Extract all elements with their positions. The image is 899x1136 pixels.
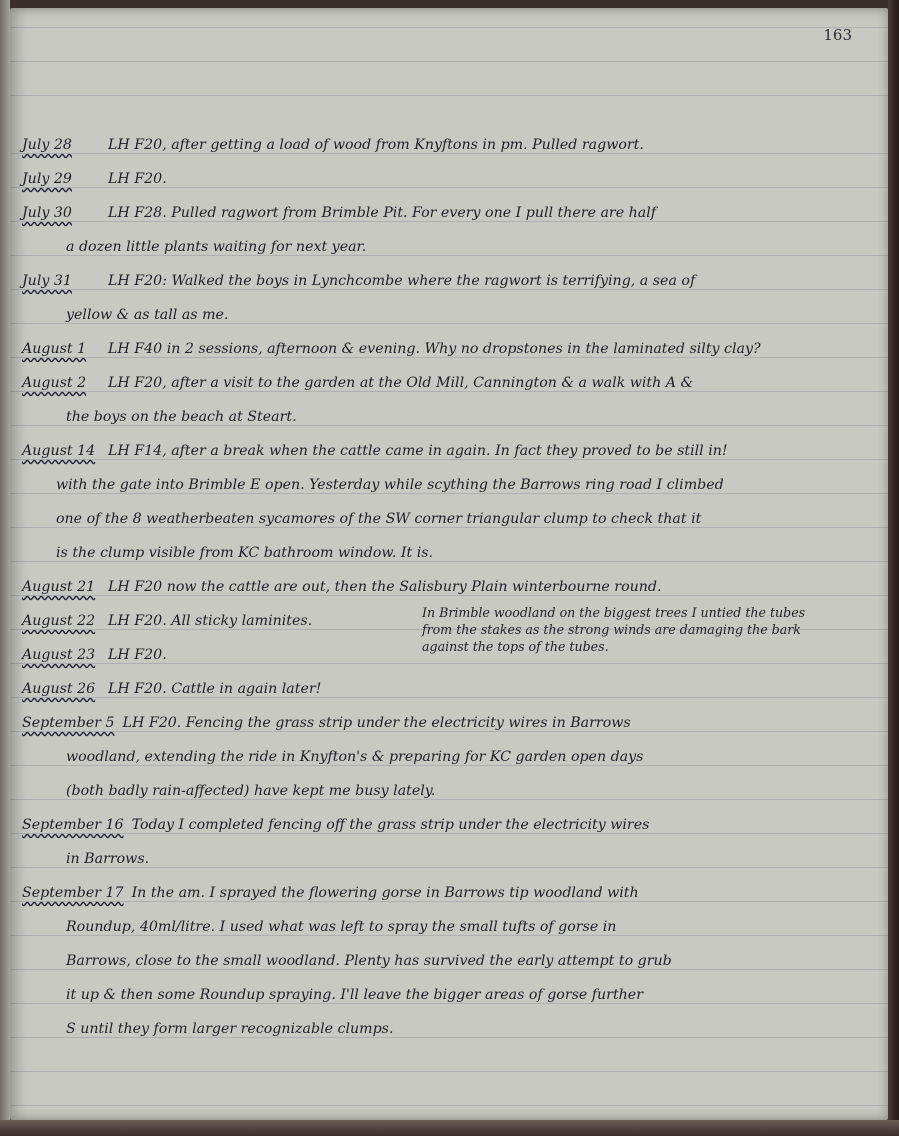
margin-note-line: In Brimble woodland on the biggest trees I untied the tubes xyxy=(422,605,806,620)
entry-text: In the am. I sprayed the flowering gorse in Barrows tip woodland with xyxy=(131,885,639,901)
entry-text: LH F20, after getting a load of wood from Knyftons in pm. Pulled ragwort. xyxy=(108,137,644,153)
entry-date: September 17 xyxy=(22,885,124,901)
entry-text: LH F20: Walked the boys in Lynchcombe where the ragwort is terrifying, a sea of xyxy=(108,273,696,289)
entry-text: LH F20. xyxy=(108,171,167,187)
diary-entry xyxy=(22,570,868,604)
entry-text: LH F20. All sticky laminites. xyxy=(108,613,313,629)
diary-entry xyxy=(22,264,868,332)
entry-date: August 21 xyxy=(22,579,96,595)
page-number: 163 xyxy=(823,26,852,44)
entry-date: July 28 xyxy=(22,137,72,153)
entry-text: LH F14, after a break when the cattle came in again. In fact they proved to be still in! xyxy=(108,443,728,459)
diary-entry xyxy=(22,366,868,434)
margin-note-line: from the stakes as the strong winds are damaging the bark xyxy=(422,622,801,637)
entry-text: a dozen little plants waiting for next year. xyxy=(66,239,367,255)
entry-text: Today I completed fencing off the grass strip under the electricity wires xyxy=(131,817,650,833)
diary-entry xyxy=(22,196,868,264)
diary-entry xyxy=(22,876,868,1046)
entry-date: August 2 xyxy=(22,375,87,391)
margin-note-line: against the tops of the tubes. xyxy=(422,639,609,654)
entry-text: one of the 8 weatherbeaten sycamores of the SW corner triangular clump to check that it xyxy=(56,511,702,527)
entry-date: September 5 xyxy=(22,715,115,731)
entry-text: S until they form larger recognizable clumps. xyxy=(66,1021,394,1037)
entry-text: LH F20 now the cattle are out, then the Salisbury Plain winterbourne round. xyxy=(108,579,662,595)
notebook-bottom-edge xyxy=(0,1120,899,1136)
entry-date: August 23 xyxy=(22,647,96,663)
diary-entry xyxy=(22,128,868,162)
entry-text: the boys on the beach at Steart. xyxy=(66,409,297,425)
entry-date: September 16 xyxy=(22,817,124,833)
entry-date: August 1 xyxy=(22,341,87,357)
diary-entry xyxy=(22,672,868,706)
entry-text: with the gate into Brimble E open. Yesterday while scything the Barrows ring road I climbed xyxy=(56,477,724,493)
entry-text: LH F40 in 2 sessions, afternoon & evening. Why no dropstones in the laminated silty clay? xyxy=(108,341,761,357)
entry-text: it up & then some Roundup spraying. I'll leave the bigger areas of gorse further xyxy=(66,987,643,1003)
diary-entry xyxy=(22,162,868,196)
entry-text: LH F20. Fencing the grass strip under the electricity wires in Barrows xyxy=(122,715,631,731)
notebook-spine-shadow xyxy=(888,0,899,1136)
diary-entry xyxy=(22,638,868,672)
entry-date: August 26 xyxy=(22,681,96,697)
page-stack-edge xyxy=(0,0,10,1136)
diary-entries xyxy=(22,128,868,1046)
notebook-page xyxy=(10,8,888,1120)
entry-date: July 31 xyxy=(22,273,72,289)
entry-text: (both badly rain-affected) have kept me busy lately. xyxy=(66,783,436,799)
entry-text: woodland, extending the ride in Knyfton's & preparing for KC garden open days xyxy=(66,749,644,765)
diary-entry xyxy=(22,808,868,876)
entry-text: in Barrows. xyxy=(66,851,150,867)
entry-text: LH F20, after a visit to the garden at the Old Mill, Cannington & a walk with A & xyxy=(108,375,694,391)
diary-entry xyxy=(22,706,868,808)
entry-text: LH F20. Cattle in again later! xyxy=(108,681,322,697)
diary-entry xyxy=(22,434,868,570)
entry-text: LH F28. Pulled ragwort from Brimble Pit. For every one I pull there are half xyxy=(108,205,657,221)
entry-date: July 29 xyxy=(22,171,72,187)
entry-date: August 22 xyxy=(22,613,96,629)
entry-date: August 14 xyxy=(22,443,96,459)
diary-entry xyxy=(22,332,868,366)
entry-date: July 30 xyxy=(22,205,72,221)
entry-text: yellow & as tall as me. xyxy=(66,307,229,323)
diary-entry-with-note xyxy=(22,604,868,654)
entry-text: Roundup, 40ml/litre. I used what was left to spray the small tufts of gorse in xyxy=(66,919,617,935)
entry-text: is the clump visible from KC bathroom window. It is. xyxy=(56,545,434,561)
entry-text: LH F20. xyxy=(108,647,167,663)
entry-text: Barrows, close to the small woodland. Plenty has survived the early attempt to grub xyxy=(66,953,672,969)
